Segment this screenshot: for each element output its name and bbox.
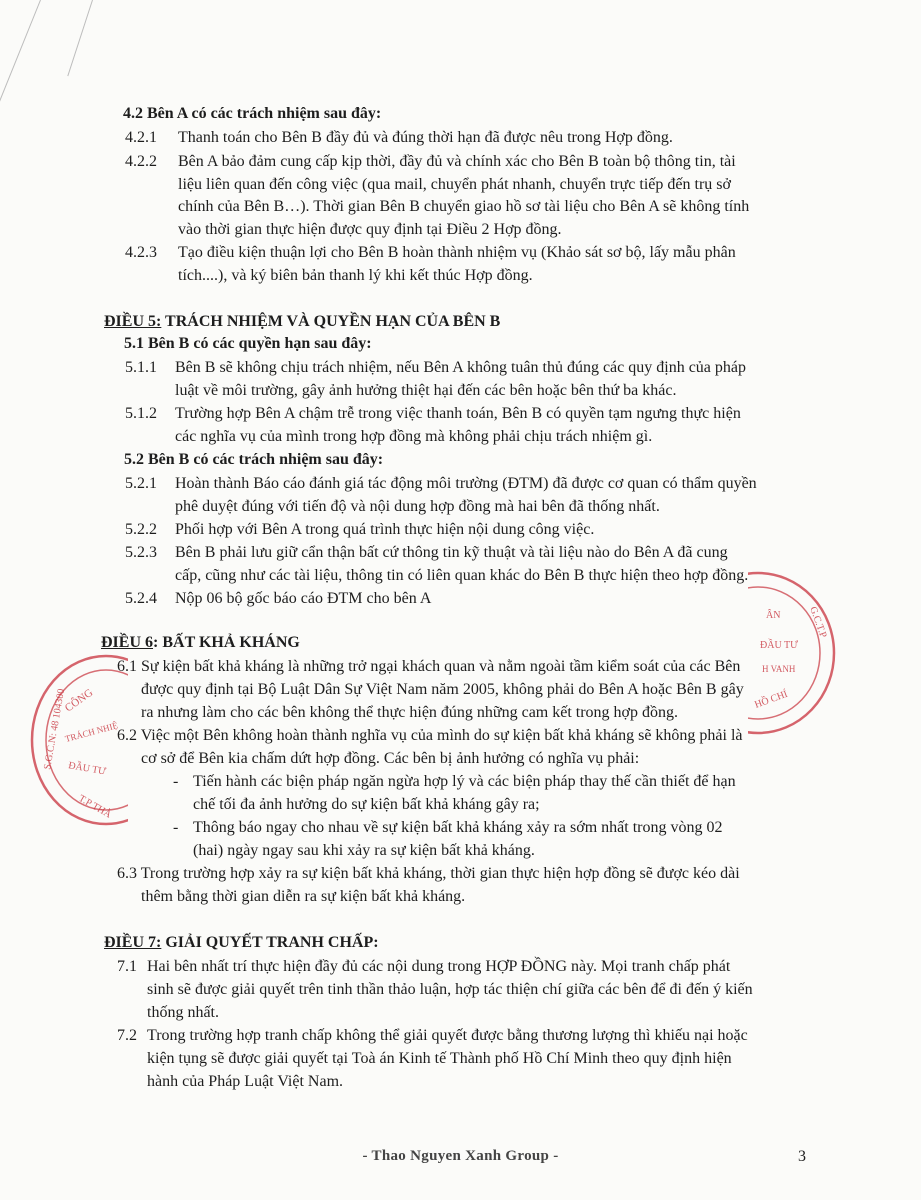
seal-text: H VANH — [762, 664, 796, 674]
bullet-dash: - — [173, 773, 179, 790]
item-line: hành của Pháp Luật Việt Nam. — [147, 1073, 344, 1090]
seal-ring-text: S.G.C.N: 48 104300 — [42, 687, 68, 771]
section-5-1-heading: 5.1 Bên B có các quyền hạn sau đây: — [124, 335, 372, 352]
item-number: 7.2 — [117, 1027, 137, 1044]
article-label: ĐIỀU 5: — [104, 313, 162, 330]
item-line: Phối hợp với Bên A trong quá trình thực hiện nội dung công việc. — [175, 521, 595, 538]
bullet-line: chế tối đa ảnh hưởng do sự kiện bất khả kháng gây ra; — [193, 796, 540, 813]
item-line: Thanh toán cho Bên B đầy đủ và đúng thời hạn đã được nêu trong Hợp đồng. — [178, 129, 673, 146]
bullet-line: Thông báo ngay cho nhau về sự kiện bất khả kháng xảy ra sớm nhất trong vòng 02 — [193, 819, 723, 836]
bullet-line: (hai) ngày ngay sau khi xảy ra sự kiện bất khả kháng. — [193, 842, 535, 859]
seal-ring-text: G.C.T.P — [807, 605, 829, 640]
bullet-dash: - — [173, 819, 179, 836]
bullet-line: Tiến hành các biện pháp ngăn ngừa hợp lý và các biện pháp thay thế cần thiết để hạn — [193, 773, 736, 790]
item-line: liệu liên quan đến công việc (qua mail, chuyển phát nhanh, chuyển trực tiếp đến trụ sở — [178, 176, 731, 193]
article-5-heading — [104, 312, 500, 332]
item-line: luật về môi trường, gây ảnh hưởng thiệt hại đến các bên hoặc bên thứ ba khác. — [175, 382, 677, 399]
item-line: sinh sẽ được giải quyết trên tinh thần thảo luận, hợp tác thiện chí giữa các bên để đi đến ý kiến — [147, 981, 753, 998]
company-seal-right — [748, 568, 838, 738]
article-7-heading — [104, 933, 379, 953]
item-line: Bên B sẽ không chịu trách nhiệm, nếu Bên A không tuân thủ đúng các quy định của pháp — [175, 359, 746, 376]
paragraph-line: 6.1 Sự kiện bất khả kháng là những trở ngại khách quan và nằm ngoài tầm kiểm soát của các Bên — [117, 658, 741, 675]
page-number: 3 — [798, 1148, 806, 1165]
item-line: Bên A bảo đảm cung cấp kịp thời, đầy đủ và chính xác cho Bên B toàn bộ thông tin, tài — [178, 153, 736, 170]
item-number: 5.2.3 — [125, 544, 157, 561]
item-line: Trường hợp Bên A chậm trễ trong việc thanh toán, Bên B có quyền tạm ngưng thực hiện — [175, 405, 741, 422]
item-line: Bên B phải lưu giữ cẩn thận bất cứ thông tin kỹ thuật và tài liệu nào do Bên A đã cung — [175, 544, 728, 561]
article-title: GIẢI QUYẾT TRANH CHẤP: — [161, 934, 379, 951]
item-number: 4.2.1 — [125, 129, 157, 146]
seal-text: TRÁCH NHIỆ — [63, 720, 119, 744]
paragraph-line: được quy định tại Bộ Luật Dân Sự Việt Nam năm 2005, không phải do Bên A hoặc Bên B gây — [141, 681, 744, 698]
item-number: 5.1.2 — [125, 405, 157, 422]
item-number: 5.2.1 — [125, 475, 157, 492]
seal-text: T.P THÀ — [76, 793, 114, 821]
item-line: Hoàn thành Báo cáo đánh giá tác động môi trường (ĐTM) đã được cơ quan có thẩm quyền — [175, 475, 757, 492]
seal-text: ÂN — [766, 610, 781, 621]
seal-text: CÔNG — [62, 686, 96, 715]
item-number: 5.2.4 — [125, 590, 157, 607]
paragraph-line: 6.2 Việc một Bên không hoàn thành nghĩa vụ của mình do sự kiện bất khả kháng sẽ không phải là — [117, 727, 743, 744]
scan-mark — [67, 0, 93, 76]
paragraph-line: 6.3 Trong trường hợp xảy ra sự kiện bất khả kháng, thời gian thực hiện hợp đồng sẽ được kéo dài — [117, 865, 740, 882]
item-line: Tạo điều kiện thuận lợi cho Bên B hoàn thành nhiệm vụ (Khảo sát sơ bộ, lấy mẫu phân — [178, 244, 736, 261]
item-number: 4.2.2 — [125, 153, 157, 170]
company-seal-left — [28, 650, 128, 830]
item-line: tích....), và ký biên bản thanh lý khi kết thúc Hợp đồng. — [178, 267, 533, 284]
paragraph-line: ra nhưng làm cho các bên không thể thực hiện đúng những cam kết trong hợp đồng. — [141, 704, 679, 721]
paragraph-line: cơ sở để Bên kia chấm dứt hợp đồng. Các bên bị ảnh hưởng có nghĩa vụ phải: — [141, 750, 640, 767]
seal-text: ĐẦU TƯ — [67, 760, 107, 778]
item-line: các nghĩa vụ của mình trong hợp đồng mà không phải chịu trách nhiệm gì. — [175, 428, 653, 445]
scan-mark — [0, 0, 41, 111]
item-number: 7.1 — [117, 958, 137, 975]
section-5-2-heading: 5.2 Bên B có các trách nhiệm sau đây: — [124, 451, 384, 468]
item-line: thống nhất. — [147, 1004, 219, 1021]
footer-text: - Thao Nguyen Xanh Group - — [362, 1148, 559, 1164]
article-title: TRÁCH NHIỆM VÀ QUYỀN HẠN CỦA BÊN B — [161, 313, 501, 330]
item-number: 4.2.3 — [125, 244, 157, 261]
article-6-heading — [101, 633, 300, 653]
article-label: ĐIỀU 6 — [101, 634, 154, 651]
item-line: cấp, cũng như các tài liệu, thông tin có liên quan khác do Bên B thực hiện theo hợp đồng. — [175, 567, 749, 584]
item-line: vào thời gian thực hiện được quy định tại Điều 2 Hợp đồng. — [178, 221, 562, 238]
item-number: 5.1.1 — [125, 359, 157, 376]
item-line: Hai bên nhất trí thực hiện đầy đủ các nội dung trong HỢP ĐỒNG này. Mọi tranh chấp phát — [147, 958, 731, 975]
seal-text: ĐẦU TƯ — [760, 640, 798, 651]
item-number: 5.2.2 — [125, 521, 157, 538]
paragraph-line: thêm bằng thời gian diễn ra sự kiện bất khả kháng. — [141, 888, 466, 905]
article-title: : BẤT KHẢ KHÁNG — [153, 634, 300, 651]
item-line: phê duyệt đúng với tiến độ và nội dung hợp đồng mà hai bên đã thống nhất. — [175, 498, 660, 515]
section-4-2-heading: 4.2 Bên A có các trách nhiệm sau đây: — [123, 105, 382, 122]
item-line: Nộp 06 bộ gốc báo cáo ĐTM cho bên A — [175, 590, 432, 607]
item-line: kiện tụng sẽ được giải quyết tại Toà án Kinh tế Thành phố Hồ Chí Minh theo quy định hiện — [147, 1050, 732, 1067]
article-label: ĐIỀU 7: — [104, 934, 162, 951]
item-line: Trong trường hợp tranh chấp không thể giải quyết được bằng thương lượng thì khiếu nại hoặc — [147, 1027, 748, 1044]
item-line: chính của Bên B…). Thời gian Bên B chuyển giao hồ sơ tài liệu cho Bên A sẽ không tính — [178, 198, 750, 215]
seal-text: HỒ CHÍ — [753, 688, 790, 711]
